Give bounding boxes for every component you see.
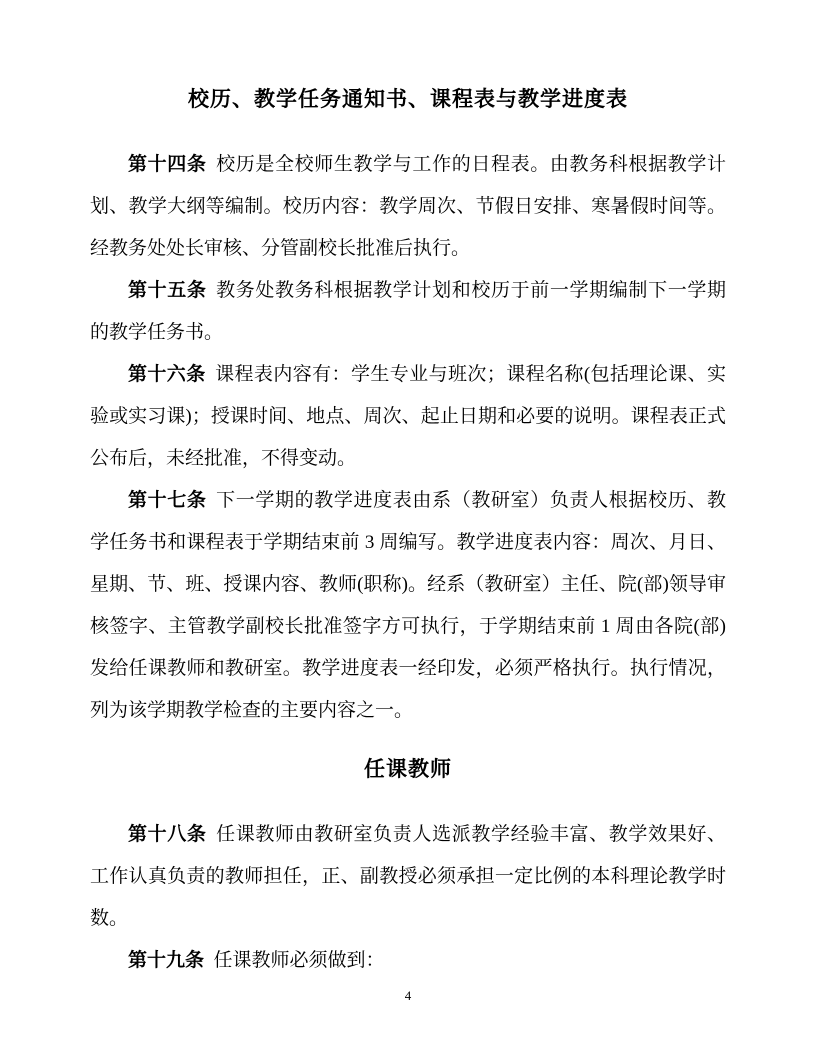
section-title-schedule: 校历、教学任务通知书、课程表与教学进度表 (188, 88, 628, 111)
article-17-paragraph (90, 480, 726, 732)
article-18-number: 第十八条 (128, 824, 207, 845)
article-14-number: 第十四条 (128, 154, 207, 175)
article-15-number: 第十五条 (128, 280, 207, 301)
article-14-paragraph (90, 144, 726, 270)
article-19-paragraph (90, 940, 726, 982)
article-16-paragraph (90, 354, 726, 480)
document-content (90, 79, 726, 982)
article-14-text: 校历是全校师生教学与工作的日程表。由教务科根据教学计划、教学大纲等编制。校历内容：教学周次、节假日安排、寒暑假时间等。经教务处处长审核、分管副校长批准后执行。 (90, 154, 726, 259)
article-18-paragraph (90, 814, 726, 940)
article-16-text: 课程表内容有：学生专业与班次；课程名称(包括理论课、实验或实习课)；授课时间、地点、周次、起止日期和必要的说明。课程表正式公布后，未经批准，不得变动。 (90, 364, 726, 469)
article-19-number: 第十九条 (128, 950, 205, 971)
section-title-teachers: 任课教师 (364, 758, 452, 781)
article-19-text: 任课教师必须做到： (213, 950, 385, 971)
article-17-number: 第十七条 (128, 490, 207, 511)
article-17-text: 下一学期的教学进度表由系（教研室）负责人根据校历、教学任务书和课程表于学期结束前 3 周编写。教学进度表内容：周次、月日、星期、节、班、授课内容、教师(职称)。经系（教研室）主任、院(部)领导审核签字、主管教学副校长批准签字方可执行，于学期结束前 1 周由各院(部)发给任课教师和教研室。教学进度表一经印发，必须严格执行。执行情况，列为该学期教学检查的主要内容之一。 (90, 490, 726, 721)
article-15-text: 教务处教务科根据教学计划和校历于前一学期编制下一学期的教学任务书。 (90, 280, 726, 343)
article-16-number: 第十六条 (128, 364, 206, 385)
article-15-paragraph (90, 270, 726, 354)
page-number: 4 (404, 988, 412, 1003)
article-18-text: 任课教师由教研室负责人选派教学经验丰富、教学效果好、工作认真负责的教师担任，正、副教授必须承担一定比例的本科理论教学时数。 (90, 824, 726, 929)
